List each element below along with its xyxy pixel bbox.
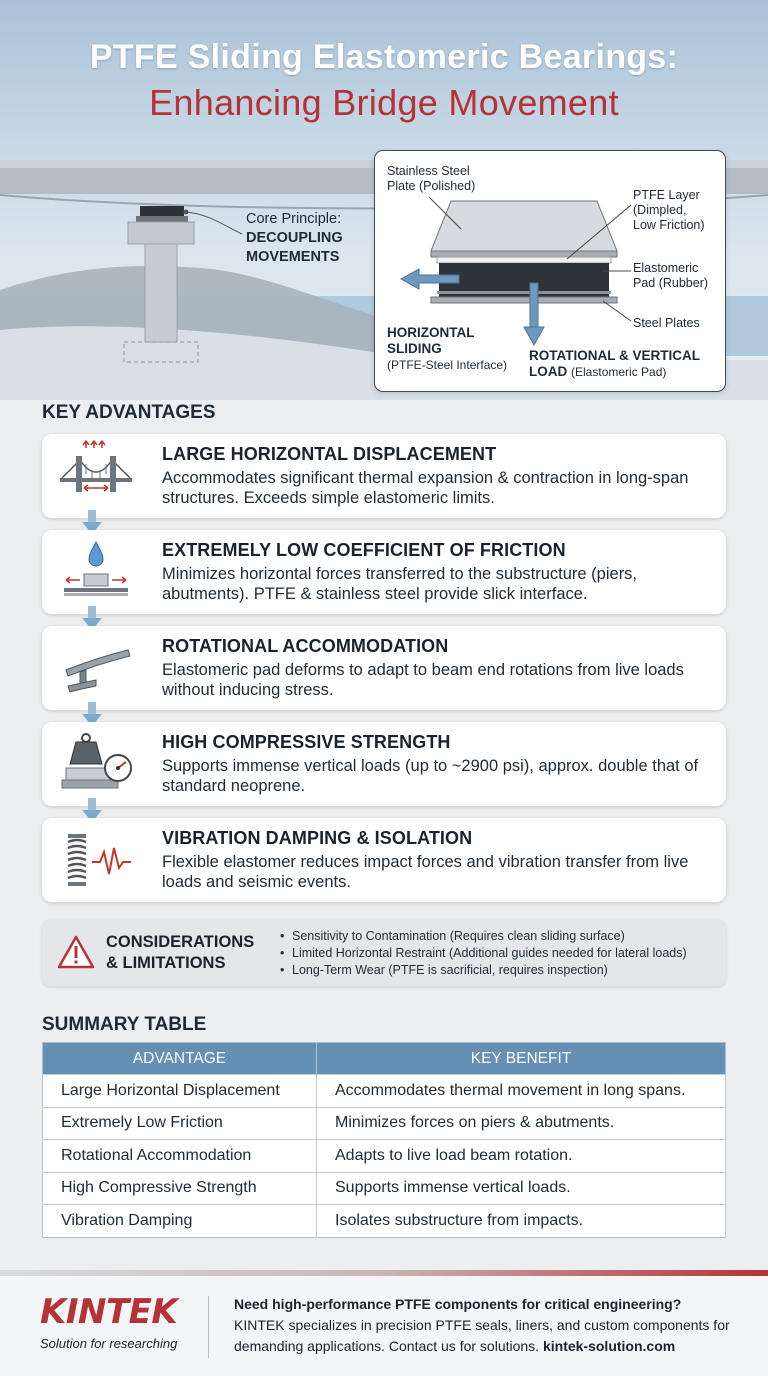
label-horizontal-sliding [387,325,507,373]
list-item: • Long-Term Wear (PTFE is sacrificial, requires inspection) [280,962,687,979]
table-cell: Supports immense vertical loads. [317,1172,726,1205]
logo-tagline: Solution for researching [40,1336,178,1351]
bearing-diagram-card [374,150,726,392]
table-cell: Rotational Accommodation [43,1140,317,1173]
label-elastomeric-pad-line1: Elastomeric [633,261,699,275]
warning-icon [56,934,96,970]
label-rotational-vertical-line2 [529,364,700,380]
table-cell: Vibration Damping [43,1205,317,1238]
considerations-box [42,920,726,986]
footer-question: Need high-performance PTFE components for critical engineering? [234,1296,682,1312]
footer-text [234,1294,744,1357]
table-row [43,1140,726,1173]
suspension-bridge-icon [56,440,136,512]
footer-accent-bar [0,1270,768,1276]
logo-wordmark: INTEK [65,1292,178,1332]
table-cell: Minimizes forces on piers & abutments. [317,1107,726,1140]
key-advantages-heading: KEY ADVANTAGES [42,402,216,423]
table-row [43,1075,726,1108]
advantage-card-rotational [42,626,726,710]
label-stainless-plate [387,164,475,194]
label-horizontal-sliding-sub: (PTFE-Steel Interface) [387,358,508,372]
core-principle-value-1: DECOUPLING [246,230,343,246]
list-item: • Sensitivity to Contamination (Requires clean sliding surface) [280,928,687,945]
core-principle-value-2: MOVEMENTS [246,249,340,265]
advantage-desc: Elastomeric pad deforms to adapt to beam end rotations from live loads without inducing stress. [162,661,684,699]
page-subtitle: Enhancing Bridge Movement [149,82,619,123]
table-row [43,1107,726,1140]
considerations-list [280,928,687,979]
advantage-title: VIBRATION DAMPING & ISOLATION [162,828,473,848]
label-ptfe-layer-line1: PTFE Layer [633,188,700,202]
label-ptfe-layer-line3: Low Friction) [633,218,705,232]
table-cell: Large Horizontal Displacement [43,1075,317,1108]
label-rotational-vertical-sub: (Elastomeric Pad) [571,365,667,379]
footer [0,1270,768,1376]
considerations-title [106,932,276,974]
core-principle-caption: Core Principle: [246,211,342,227]
advantage-desc: Flexible elastomer reduces impact forces and vibration transfer from live loads and seismic events. [162,853,689,891]
column-header-advantage: ADVANTAGE [43,1043,317,1075]
table-cell: Adapts to live load beam rotation. [317,1140,726,1173]
summary-table [42,1042,726,1238]
table-header-row [43,1043,726,1075]
table-row [43,1205,726,1238]
label-rotational-vertical [529,348,700,380]
core-principle-label [246,210,366,267]
label-elastomeric-pad [633,261,708,291]
label-rotational-vertical-line1: ROTATIONAL & VERTICAL [529,348,700,363]
label-elastomeric-pad-line2: Pad (Rubber) [633,276,709,290]
kintek-logo[interactable] [40,1292,178,1351]
table-row [43,1172,726,1205]
table-cell: Extremely Low Friction [43,1107,317,1140]
advantage-desc: Supports immense vertical loads (up to ~2900 psi), approx. double that of standard neoprene. [162,757,699,795]
label-horizontal-sliding-line2: SLIDING [387,341,442,356]
label-ptfe-layer-line2: (Dimpled, [633,203,687,217]
advantage-desc: Minimizes horizontal forces transferred to the substructure (piers, abutments). PTFE & stainless steel provide slick interface. [162,565,638,603]
weight-gauge-icon [56,728,136,800]
label-ptfe-layer [633,188,705,233]
advantage-card-vibration-damping [42,818,726,902]
label-horizontal-sliding-line1: HORIZONTAL [387,325,475,340]
sliding-block-droplet-icon [56,536,136,608]
footer-url-link[interactable]: kintek-solution.com [542,1338,676,1354]
advantage-title: EXTREMELY LOW COEFFICIENT OF FRICTION [162,540,566,560]
advantage-title: ROTATIONAL ACCOMMODATION [162,636,449,656]
spring-wave-icon [56,824,136,896]
table-cell: High Compressive Strength [43,1172,317,1205]
page-title: PTFE Sliding Elastomeric Bearings: [89,38,679,76]
considerations-title-line1: CONSIDERATIONS [106,933,255,951]
footer-divider [208,1296,209,1358]
label-stainless-plate-line1: Stainless Steel [387,164,470,178]
advantage-card-compressive-strength [42,722,726,806]
logo-k: K [40,1292,66,1332]
footer-body: KINTEK specializes in precision PTFE seals, liners, and custom components for demanding applications. Contact us for solutions. [234,1317,730,1354]
i-beam-icon [56,632,136,704]
advantage-card-horizontal-displacement [42,434,726,518]
column-header-key-benefit: KEY BENEFIT [317,1043,726,1075]
label-load: LOAD [529,364,568,379]
advantage-title: LARGE HORIZONTAL DISPLACEMENT [162,444,497,464]
label-stainless-plate-line2: Plate (Polished) [387,179,476,193]
table-cell: Accommodates thermal movement in long spans. [317,1075,726,1108]
considerations-title-line2: & LIMITATIONS [106,954,226,972]
advantage-title: HIGH COMPRESSIVE STRENGTH [162,732,451,752]
table-cell: Isolates substructure from impacts. [317,1205,726,1238]
summary-table-heading: SUMMARY TABLE [42,1014,207,1035]
label-steel-plates: Steel Plates [633,316,700,330]
advantage-desc: Accommodates significant thermal expansion & contraction in long-span structures. Exceeds simple elastomeric limits. [162,469,689,507]
advantage-card-low-friction [42,530,726,614]
list-item: • Limited Horizontal Restraint (Additional guides needed for lateral loads) [280,945,687,962]
